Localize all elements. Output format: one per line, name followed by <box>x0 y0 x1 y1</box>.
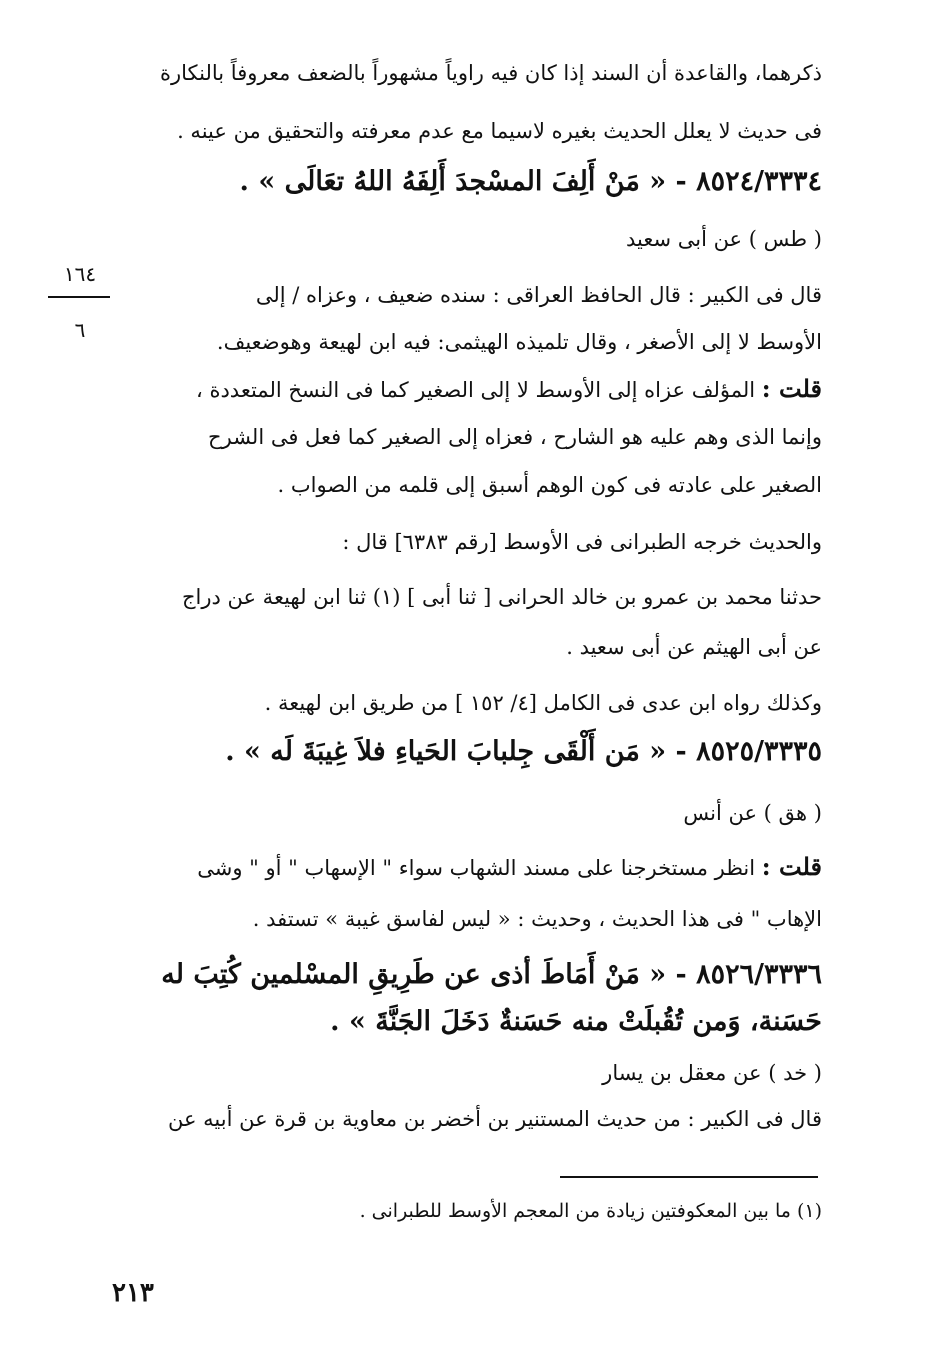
body-line-2: فى حديث لا يعلل الحديث بغيره لاسيما مع عدم معرفته والتحقيق من عينه . <box>177 119 822 143</box>
hadith-8525: ٨٥٢٥/٣٣٣٥ - « مَن أَلْقَى جِلبابَ الحَياءِ فلاَ غِيبَةَ لَه » . <box>225 736 822 767</box>
margin-divider <box>48 296 110 298</box>
body-line-8: وإنما الذى وهم عليه هو الشارح ، فعزاه إلى الصغير كما فعل فى الشرح <box>208 425 822 449</box>
footnote-separator <box>560 1176 818 1178</box>
body-line-13: وكذلك رواه ابن عدى فى الكامل [٤/ ١٥٢ ] من طريق ابن لهيعة . <box>264 691 822 715</box>
source-line: ( هق ) عن أنس <box>683 801 822 825</box>
body-line-12: عن أبى الهيثم عن أبى سعيد . <box>566 635 822 659</box>
body-line-17: الإهاب " فى هذا الحديث ، وحديث : « ليس لفاسق غيبة » تستفد . <box>252 907 822 931</box>
qult-label: قلت : <box>761 374 822 403</box>
body-line-21: قال فى الكبير : من حديث المستنير بن أخضر بن معاوية بن قرة عن أبيه عن <box>167 1107 822 1131</box>
body-line-6: الأوسط لا إلى الأصغر ، وقال تلميذه الهيثمى: فيه ابن لهيعة وهوضعيف. <box>216 330 822 354</box>
source-line: ( طس ) عن أبى سعيد <box>625 227 822 251</box>
hadith-8526-line-2: حَسَنة، وَمن تُقُبلَتْ منه حَسَنةٌ دَخَلَ الجَنَّةَ » . <box>330 1006 822 1037</box>
body-line-1: ذكرهما، والقاعدة أن السند إذا كان فيه راوياً مشهوراً بالضعف معروفاً بالنكارة <box>160 61 822 85</box>
qult-text-2: انظر مستخرجنا على مسند الشهاب سواء " الإسهاب " أو " وشى <box>197 856 756 880</box>
body-line-11: حدثنا محمد بن عمرو بن خالد الحرانى [ ثنا أبى ] (١) ثنا ابن لهيعة عن دراج <box>181 585 822 609</box>
body-line-10: والحديث خرجه الطبرانى فى الأوسط [رقم ٦٣٨٣] قال : <box>342 530 822 554</box>
source-line: ( خد ) عن معقل بن يسار <box>602 1061 822 1085</box>
margin-page-ref-top: ١٦٤ <box>63 262 97 286</box>
qult-label: قلت : <box>761 852 822 881</box>
qult-text-1: المؤلف عزاه إلى الأوسط لا إلى الصغير كما فى النسخ المتعددة ، <box>196 378 756 402</box>
page-number: ٢١٣ <box>112 1278 154 1308</box>
body-line-9: الصغير على عادته فى كون الوهم أسبق إلى قلمه من الصواب . <box>277 473 822 497</box>
qult-paragraph-2 <box>112 852 822 883</box>
hadith-8524: ٨٥٢٤/٣٣٣٤ - « مَنْ أَلِفَ المسْجدَ أَلِفَهُ اللهُ تعَالَى » . <box>239 166 822 197</box>
footnote: (١) ما بين المعكوفتين زيادة من المعجم الأوسط للطبرانى . <box>359 1200 822 1222</box>
qult-paragraph-1 <box>112 374 822 405</box>
margin-page-ref-bottom: ٦ <box>74 318 86 342</box>
hadith-8526-line-1: ٨٥٢٦/٣٣٣٦ - « مَنْ أَمَاطَ أذى عن طَرِيقِ المسْلمين كُتِبَ له <box>161 959 822 990</box>
body-line-5: قال فى الكبير : قال الحافظ العراقى : سنده ضعيف ، وعزاه / إلى <box>255 283 822 307</box>
